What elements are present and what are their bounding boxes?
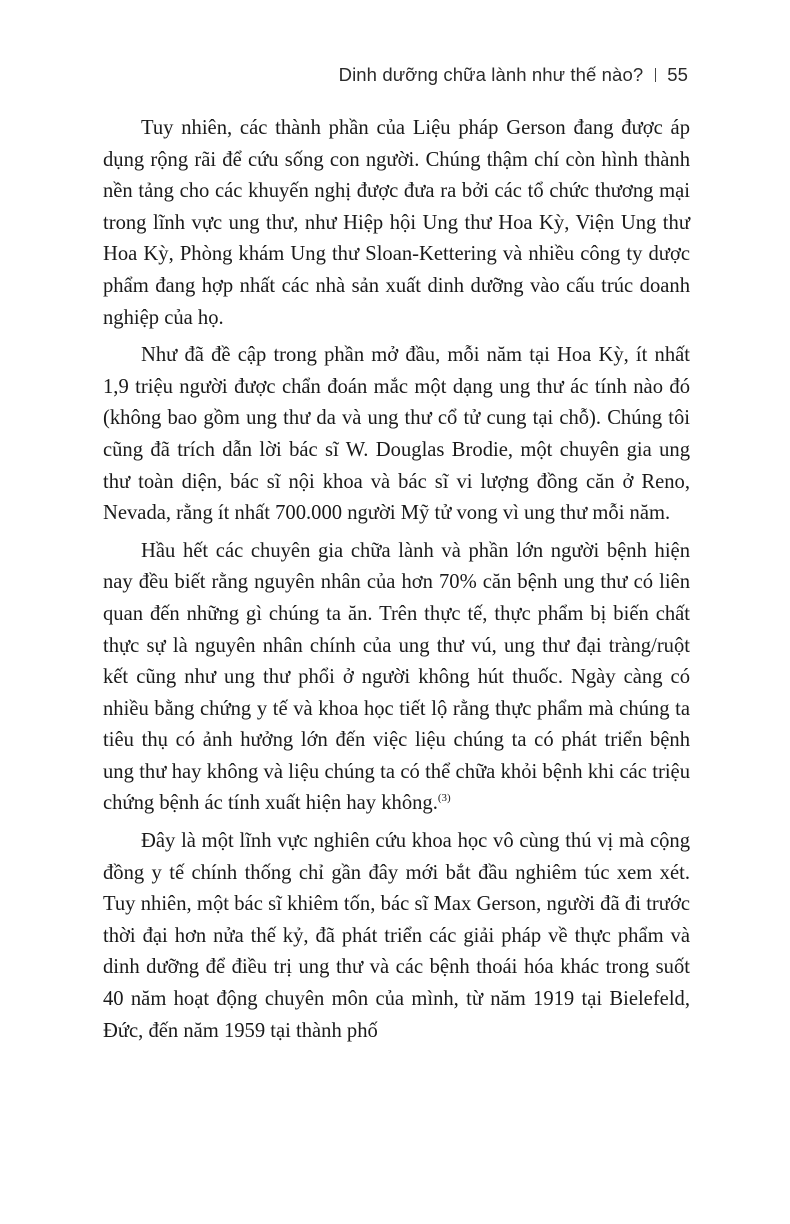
paragraph-4: Đây là một lĩnh vực nghiên cứu khoa học vô cùng thú vị mà cộng đồng y tế chính thống chỉ gần đây mới bắt đầu nghiêm túc xem xét. Tuy nhiên, một bác sĩ khiêm tốn, bác sĩ Max Gerson, người đã đi trước thời đại hơn nửa thế kỷ, đã phát triển các giải pháp về thực phẩm và dinh dưỡng để điều trị ung thư và các bệnh thoái hóa khác trong suốt 40 năm hoạt động chuyên môn của mình, từ năm 1919 tại Bielefeld, Đức, đến năm 1959 tại thành phố: [103, 830, 690, 1042]
running-header: [339, 64, 688, 86]
chapter-title: Dinh dưỡng chữa lành như thế nào?: [338, 64, 644, 85]
body-text: [103, 113, 690, 1053]
paragraph-2: Như đã đề cập trong phần mở đầu, mỗi năm tại Hoa Kỳ, ít nhất 1,9 triệu người được chẩn đoán mắc một dạng ung thư ác tính nào đó (không bao gồm ung thư da và ung thư cổ tử cung tại chỗ). Chúng tôi cũng đã trích dẫn lời bác sĩ W. Douglas Brodie, một chuyên gia ung thư toàn diện, bác sĩ nội khoa và bác sĩ vi lượng đồng căn ở Reno, Nevada, rằng ít nhất 700.000 người Mỹ tử vong vì ung thư mỗi năm.: [103, 344, 690, 525]
paragraph-3: [103, 536, 690, 820]
page-number: 55: [667, 64, 688, 85]
footnote-reference[interactable]: (3): [437, 792, 451, 805]
paragraph-1: Tuy nhiên, các thành phần của Liệu pháp Gerson đang được áp dụng rộng rãi để cứu sống con người. Chúng thậm chí còn hình thành nền tảng cho các khuyến nghị được đưa ra bởi các tổ chức thương mại trong lĩnh vực ung thư, như Hiệp hội Ung thư Hoa Kỳ, Viện Ung thư Hoa Kỳ, Phòng khám Ung thư Sloan-Kettering và nhiều công ty dược phẩm đang hợp nhất các nhà sản xuất dinh dưỡng vào cấu trúc doanh nghiệp của họ.: [103, 117, 690, 329]
header-separator: [655, 68, 656, 82]
paragraph-3-text: Hầu hết các chuyên gia chữa lành và phần lớn người bệnh hiện nay đều biết rằng nguyên nhân của hơn 70% căn bệnh ung thư có liên quan đến những gì chúng ta ăn. Trên thực tế, thực phẩm bị biến chất thực sự là nguyên nhân chính của ung thư vú, ung thư đại tràng/ruột kết cũng như ung thư phổi ở người không hút thuốc. Ngày càng có nhiều bằng chứng y tế và khoa học tiết lộ rằng thực phẩm mà chúng ta tiêu thụ có ảnh hưởng lớn đến việc liệu chúng ta có phát triển bệnh ung thư hay không và liệu chúng ta có thể chữa khỏi bệnh khi các triệu chứng bệnh ác tính xuất hiện hay không.: [103, 539, 690, 815]
